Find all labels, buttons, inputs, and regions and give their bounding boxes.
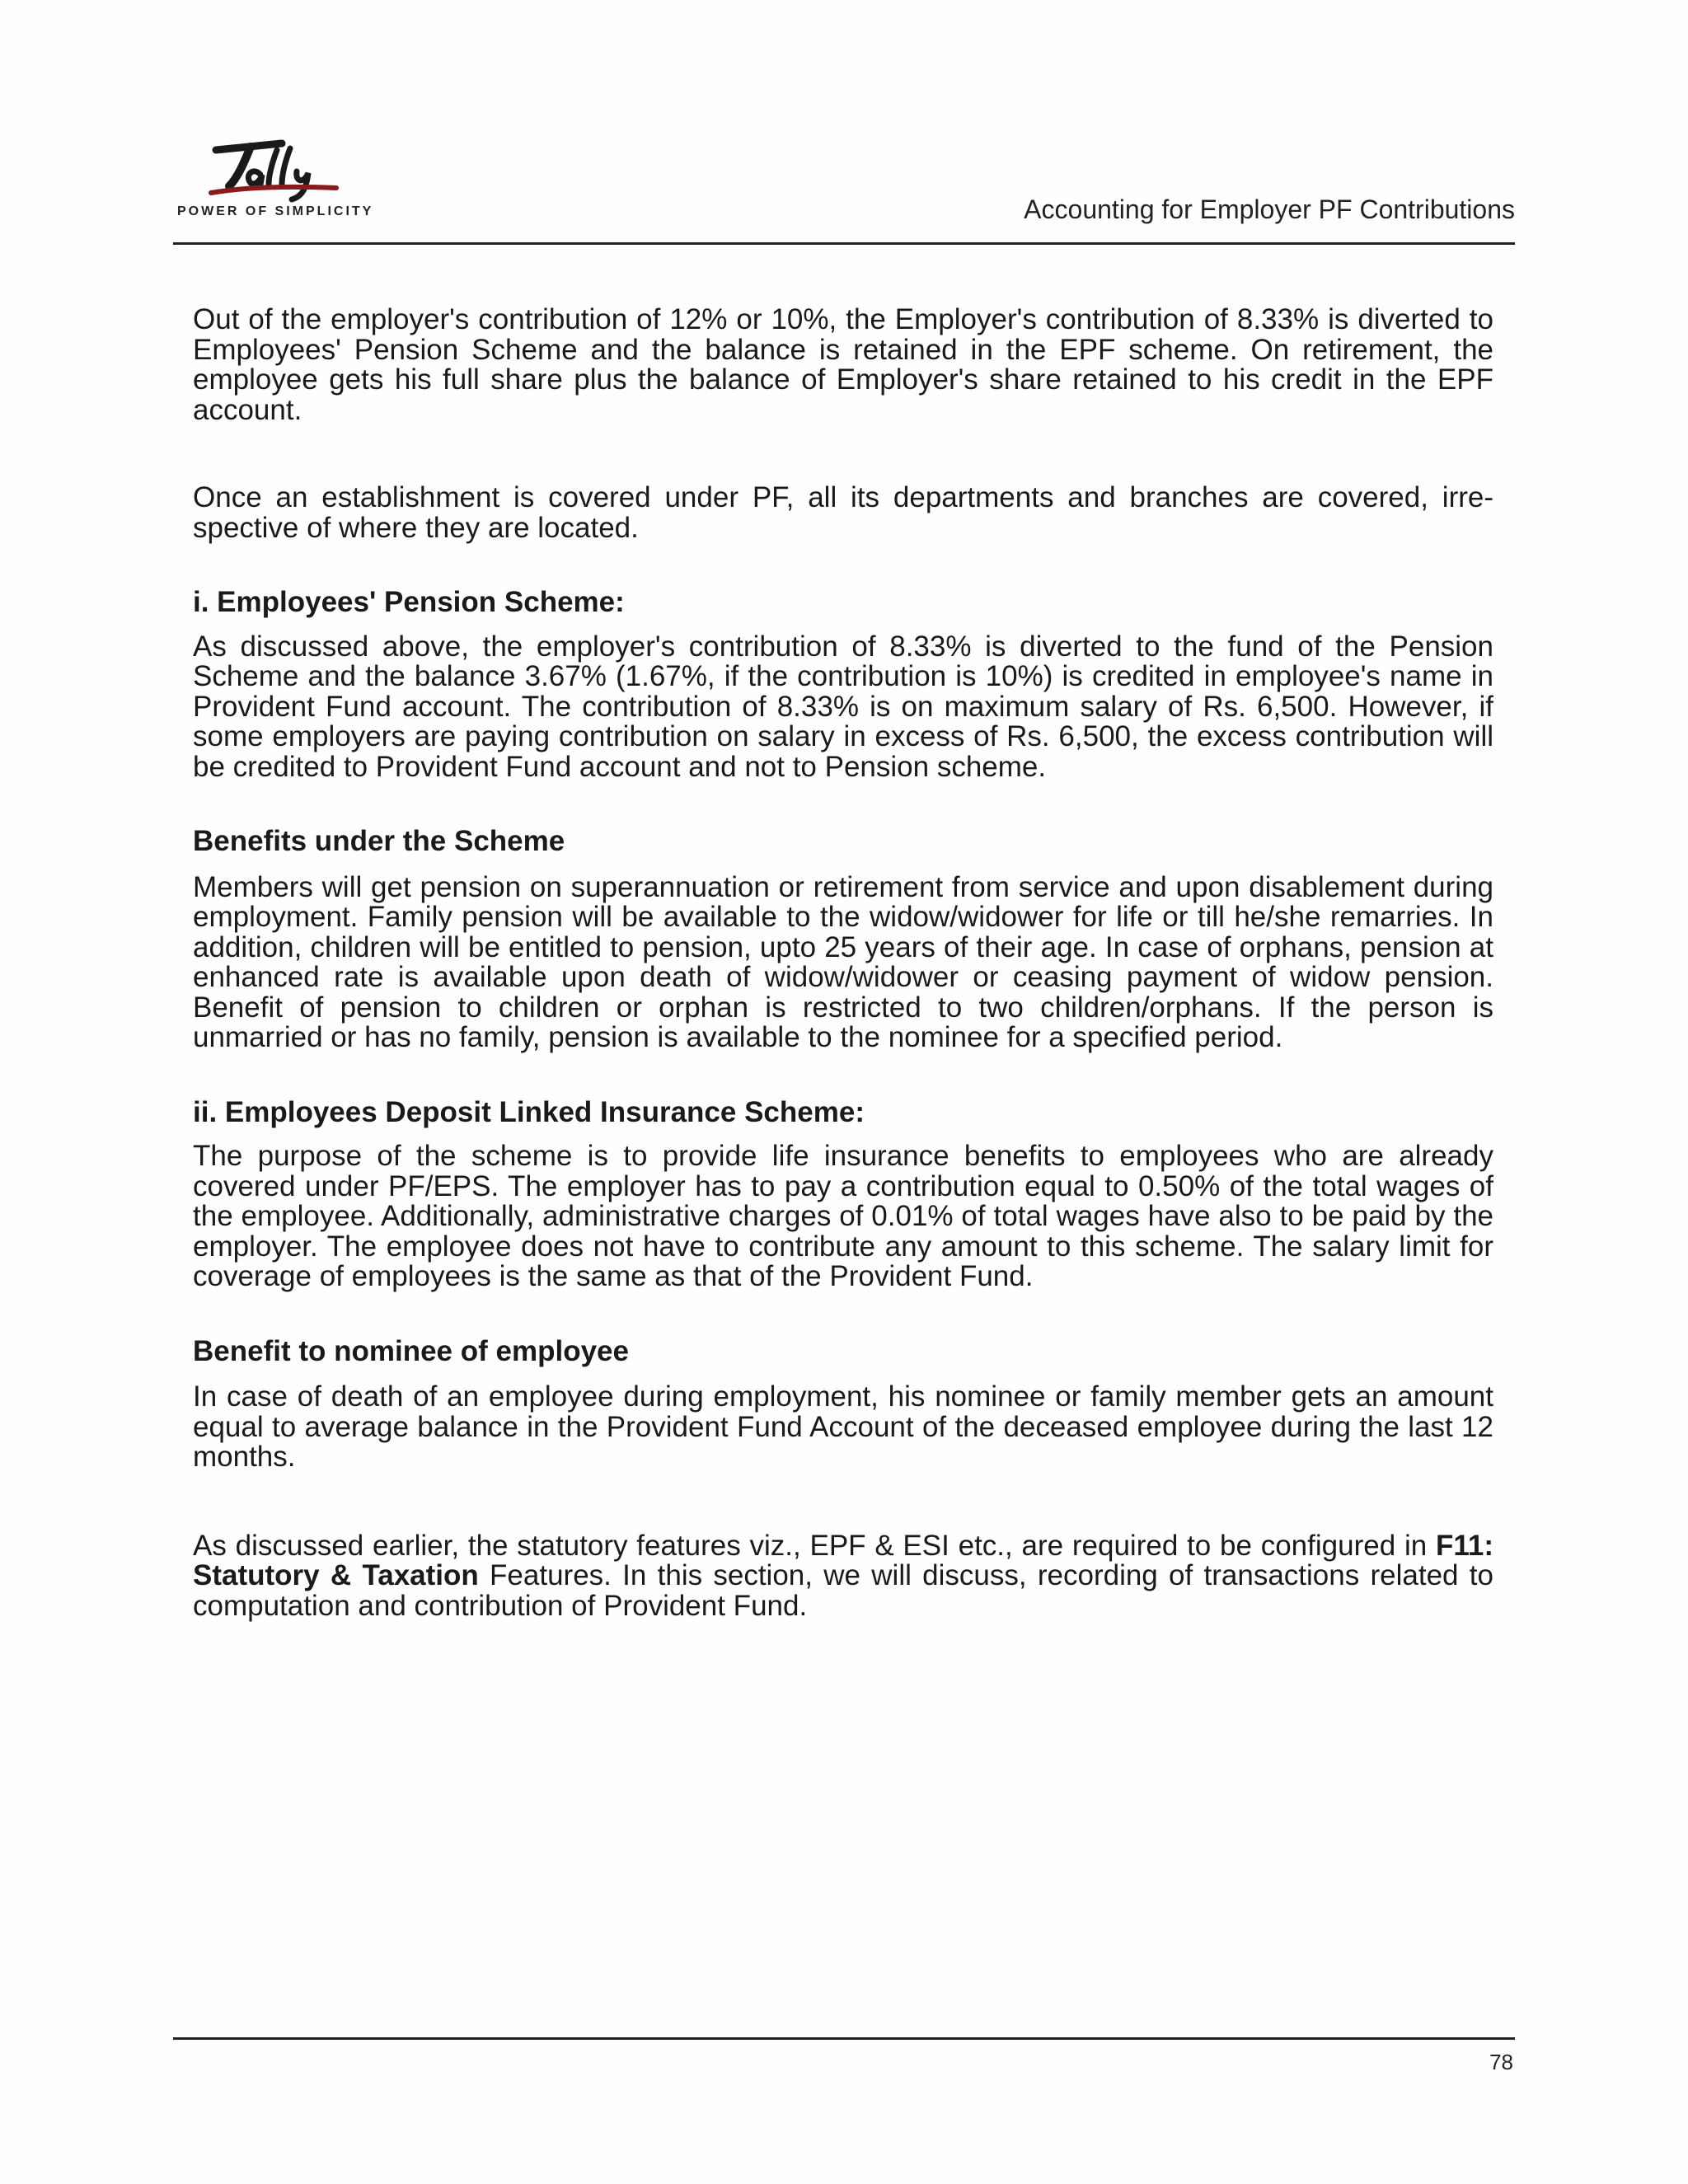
heading-nominee-benefit: Benefit to nominee of employee: [193, 1334, 629, 1367]
page-number: 78: [1489, 2050, 1513, 2074]
paragraph-statutory-features: [193, 1531, 1493, 1622]
footer-divider: [173, 2037, 1515, 2040]
paragraph-benefits-scheme: Members will get pension on superannuation or retirement from service and upon disablement during employment. Family pension will be available to the widow/widower for life or till he/she remarries. In addition, children will be entitled to pension, upto 25 years of their age. In case of orphans, pension at enhanced rate is available upon death of widow/widower or ceasing payment of widow pension. Benefit of pension to children or orphan is restricted to two children/orphans. If the person is unmarried or has no family, pension is available to the nominee for a specified period.: [193, 870, 1493, 1053]
paragraph-nominee-benefit: In case of death of an employee during employment, his nominee or family member gets an amount equal to average balance in the Provident Fund Account of the deceased employee during the last 12 months.: [193, 1380, 1493, 1473]
running-header-title: Accounting for Employer PF Contributions: [1024, 194, 1515, 224]
paragraph-employer-contribution: Out of the employer's contribution of 12% or 10%, the Employer's contribution of 8.33% is diverted to Employees' Pension Scheme and the balance is retained in the EPF scheme. On retirement, the employee gets his full share plus the balance of Employer's share retained to his credit in the EPF account.: [193, 303, 1493, 426]
heading-benefits-scheme: Benefits under the Scheme: [193, 825, 565, 857]
paragraph-edli-scheme: The purpose of the scheme is to provide life insurance benefits to employees who are already covered under PF/EPS. The employer has to pay a contribution equal to 0.50% of the total wages of the employee. Additionally, administrative charges of 0.01% of total wages have also to be paid by the employer. The employee does not have to contribute any amount to this scheme. The salary limit for coverage of employees is the same as that of the Provident Fund.: [193, 1140, 1493, 1292]
page-body: [193, 305, 1493, 1621]
logo-tagline: POWER OF SIMPLICITY: [177, 204, 374, 218]
heading-edli-scheme: ii. Employees Deposit Linked Insurance Scheme:: [193, 1095, 865, 1128]
statutory-text-lead: As discussed earlier, the statutory features viz., EPF & ESI etc., are required to be configured in: [193, 1529, 1436, 1562]
paragraph-pension-scheme: As discussed above, the employer's contribution of 8.33% is diverted to the fund of the Pension Scheme and the balance 3.67% (1.67%, if the contribution is 10%) is credited in employee's name in Provident Fund account. The contribution of 8.33% is on maximum salary of Rs. 6,500. However, if some employers are paying contribution on salary in excess of Rs. 6,500, the excess contribution will be credited to Provident Fund account and not to Pension scheme.: [193, 630, 1493, 783]
header-divider: [173, 242, 1515, 245]
heading-pension-scheme: i. Employees' Pension Scheme:: [193, 586, 625, 618]
statutory-text-tail: Features. In this section, we will discuss, recording of transactions related to computation and contribution of Provident Fund.: [193, 1559, 1493, 1622]
paragraph-establishment-coverage: Once an establishment is covered under PF, all its departments and branches are covered, irre-spective of where they are located.: [193, 481, 1493, 544]
statutory-taxation-reference: F11: Statutory & Taxation: [193, 1529, 1493, 1591]
